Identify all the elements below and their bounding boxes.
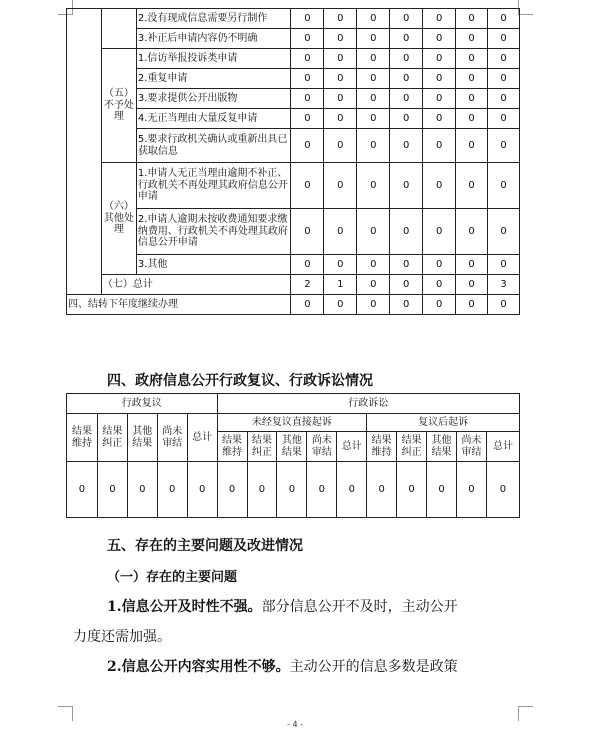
paragraph-2-text: 主动公开的信息多数是政策 <box>289 659 458 675</box>
table-row-value: 0 <box>423 89 456 109</box>
result-value: 0 <box>307 462 337 518</box>
result-value: 0 <box>486 462 519 518</box>
table-row-value: 0 <box>488 29 520 49</box>
table-row-value: 0 <box>324 209 357 255</box>
table-row-value: 0 <box>324 255 357 275</box>
table-row-value: 0 <box>456 163 488 209</box>
row-label: 3.补正后申请内容仍不明确 <box>136 29 291 49</box>
total-label: （七）总计 <box>101 275 291 295</box>
group-cont-cell <box>101 9 136 49</box>
total-row-value: 0 <box>456 275 488 295</box>
carryover-row-value: 0 <box>357 295 390 315</box>
result-value: 0 <box>397 462 427 518</box>
row-label: 5.要求行政机关确认或重新出具已获取信息 <box>136 129 291 163</box>
row-label: 1.信访举报投诉类申请 <box>136 49 291 69</box>
table-row-value: 0 <box>390 29 423 49</box>
result-value: 0 <box>127 462 157 518</box>
table-row-value: 0 <box>291 29 324 49</box>
row-label: 2.重复申请 <box>136 69 291 89</box>
table-row-value: 0 <box>423 49 456 69</box>
result-value: 0 <box>217 462 247 518</box>
section4-heading: 四、政府信息公开行政复议、行政诉讼情况 <box>107 373 373 389</box>
carryover-row-value: 0 <box>324 295 357 315</box>
total-row-value: 2 <box>291 275 324 295</box>
row-label: 3.其他 <box>136 255 291 275</box>
table-row-value: 0 <box>488 209 520 255</box>
table-row-value: 0 <box>423 29 456 49</box>
table-row-value: 0 <box>291 163 324 209</box>
carryover-row-value: 0 <box>390 295 423 315</box>
table-row-value: 0 <box>357 163 390 209</box>
table-row-value: 0 <box>390 109 423 129</box>
crop-mark-bottom-left <box>58 706 73 721</box>
table-row-value: 0 <box>423 255 456 275</box>
carryover-row-value: 0 <box>488 295 520 315</box>
table-row-value: 0 <box>488 255 520 275</box>
total-row-value: 0 <box>423 275 456 295</box>
section5-heading: 五、存在的主要问题及改进情况 <box>107 538 303 554</box>
section5-sub1: （一）存在的主要问题 <box>107 570 238 585</box>
table-row-value: 0 <box>324 163 357 209</box>
table-row-value: 0 <box>488 163 520 209</box>
review-col-3: 尚未审结 <box>157 414 187 462</box>
result-value: 0 <box>67 462 98 518</box>
carryover-label: 四、结转下年度继续办理 <box>67 295 291 315</box>
row-label: 4.无正当理由大量反复申请 <box>136 109 291 129</box>
disposal-table <box>66 8 520 315</box>
total-row-value: 1 <box>324 275 357 295</box>
table-row-value: 0 <box>291 129 324 163</box>
crop-mark-top-right <box>518 0 533 15</box>
paragraph-1-cont: 力度还需加强。 <box>73 629 171 645</box>
carryover-row-value: 0 <box>423 295 456 315</box>
table-row-value: 0 <box>291 89 324 109</box>
lit-col-6: 结果纠正 <box>397 432 427 462</box>
table-row-value: 0 <box>324 109 357 129</box>
table-row-value: 0 <box>423 163 456 209</box>
lit-col-8: 尚未审结 <box>456 432 486 462</box>
result-value: 0 <box>187 462 217 518</box>
table-row-value: 0 <box>456 109 488 129</box>
review-col-1: 结果纠正 <box>97 414 127 462</box>
paragraph-1-text: 部分信息公开不及时，主动公开 <box>261 599 458 615</box>
table-row-value: 0 <box>390 209 423 255</box>
table-row-value: 0 <box>488 109 520 129</box>
table-row-value: 0 <box>423 209 456 255</box>
group5-label: （五）不予处理 <box>101 49 136 163</box>
total-row-value: 3 <box>488 275 520 295</box>
table-row-value: 0 <box>390 129 423 163</box>
total-row-value: 0 <box>390 275 423 295</box>
not-reviewed-header: 未经复议直接起诉 <box>217 414 367 432</box>
table-row-value: 0 <box>456 209 488 255</box>
table-row-value: 0 <box>488 49 520 69</box>
table-row-value: 0 <box>488 9 520 29</box>
table-row-value: 0 <box>456 255 488 275</box>
total-row-value: 0 <box>357 275 390 295</box>
paragraph-2-bold: 2.信息公开内容实用性不够。 <box>107 659 290 675</box>
table-row-value: 0 <box>456 89 488 109</box>
review-col-2: 其他结果 <box>127 414 157 462</box>
result-value: 0 <box>97 462 127 518</box>
table-row-value: 0 <box>291 109 324 129</box>
review-litigation-table <box>66 393 520 518</box>
table-row-value: 0 <box>357 109 390 129</box>
lit-col-3: 尚未审结 <box>307 432 337 462</box>
table-row-value: 0 <box>357 89 390 109</box>
table-row-value: 0 <box>423 129 456 163</box>
table-row-value: 0 <box>357 49 390 69</box>
page-number: - 4 - <box>287 720 303 729</box>
paragraph-1-bold: 1.信息公开及时性不强。 <box>107 599 262 615</box>
row-label: 1.申请人无正当理由逾期不补正、行政机关不再处理其政府信息公开申请 <box>136 163 291 209</box>
table-row-value: 0 <box>357 209 390 255</box>
table-row-value: 0 <box>390 49 423 69</box>
table-row-value: 0 <box>324 49 357 69</box>
lit-col-9: 总计 <box>486 432 519 462</box>
lit-col-1: 结果纠正 <box>247 432 277 462</box>
table-row-value: 0 <box>324 89 357 109</box>
row-label: 2.申请人逾期未按收费通知要求缴纳费用、行政机关不再处理其政府信息公开申请 <box>136 209 291 255</box>
table-row-value: 0 <box>456 29 488 49</box>
table-row-value: 0 <box>456 129 488 163</box>
table-row-value: 0 <box>357 29 390 49</box>
table-row-value: 0 <box>324 9 357 29</box>
table-row-value: 0 <box>357 129 390 163</box>
row-label: 2.没有现成信息需要另行制作 <box>136 9 291 29</box>
table-row-value: 0 <box>390 163 423 209</box>
table-row-value: 0 <box>456 9 488 29</box>
table-row-value: 0 <box>291 9 324 29</box>
result-value: 0 <box>337 462 367 518</box>
lit-col-7: 其他结果 <box>427 432 457 462</box>
table-row-value: 0 <box>488 89 520 109</box>
carryover-row-value: 0 <box>456 295 488 315</box>
review-header: 行政复议 <box>67 394 218 414</box>
lit-col-2: 其他结果 <box>277 432 307 462</box>
lit-col-5: 结果维持 <box>367 432 397 462</box>
result-value: 0 <box>456 462 486 518</box>
lit-col-0: 结果维持 <box>217 432 247 462</box>
result-value: 0 <box>157 462 187 518</box>
table-row-value: 0 <box>357 69 390 89</box>
table-row-value: 0 <box>390 9 423 29</box>
result-value: 0 <box>277 462 307 518</box>
table-row-value: 0 <box>324 69 357 89</box>
table-row-value: 0 <box>324 129 357 163</box>
row-label: 3.要求提供公开出版物 <box>136 89 291 109</box>
result-value: 0 <box>367 462 397 518</box>
table-row-value: 0 <box>423 69 456 89</box>
outer-blank-cell <box>67 9 102 295</box>
paragraph-1 <box>107 596 458 616</box>
table-row-value: 0 <box>488 69 520 89</box>
lit-col-4: 总计 <box>337 432 367 462</box>
table-row-value: 0 <box>357 9 390 29</box>
table-row-value: 0 <box>390 255 423 275</box>
table-row-value: 0 <box>291 209 324 255</box>
table-row-value: 0 <box>488 129 520 163</box>
review-col-0: 结果维持 <box>67 414 98 462</box>
table-row-value: 0 <box>390 89 423 109</box>
review-col-4: 总计 <box>187 414 217 462</box>
table-row-value: 0 <box>423 109 456 129</box>
paragraph-2 <box>107 656 458 676</box>
table-row-value: 0 <box>291 69 324 89</box>
table-row-value: 0 <box>456 69 488 89</box>
carryover-row-value: 0 <box>291 295 324 315</box>
after-review-header: 复议后起诉 <box>367 414 520 432</box>
table-row-value: 0 <box>423 9 456 29</box>
table-row-value: 0 <box>324 29 357 49</box>
group6-label: （六）其他处理 <box>101 163 136 275</box>
result-value: 0 <box>247 462 277 518</box>
table-row-value: 0 <box>291 255 324 275</box>
table-row-value: 0 <box>357 255 390 275</box>
crop-mark-bottom-right <box>518 706 533 721</box>
table-row-value: 0 <box>291 49 324 69</box>
table-row-value: 0 <box>390 69 423 89</box>
litigation-header: 行政诉讼 <box>217 394 519 414</box>
result-value: 0 <box>427 462 457 518</box>
table-row-value: 0 <box>456 49 488 69</box>
